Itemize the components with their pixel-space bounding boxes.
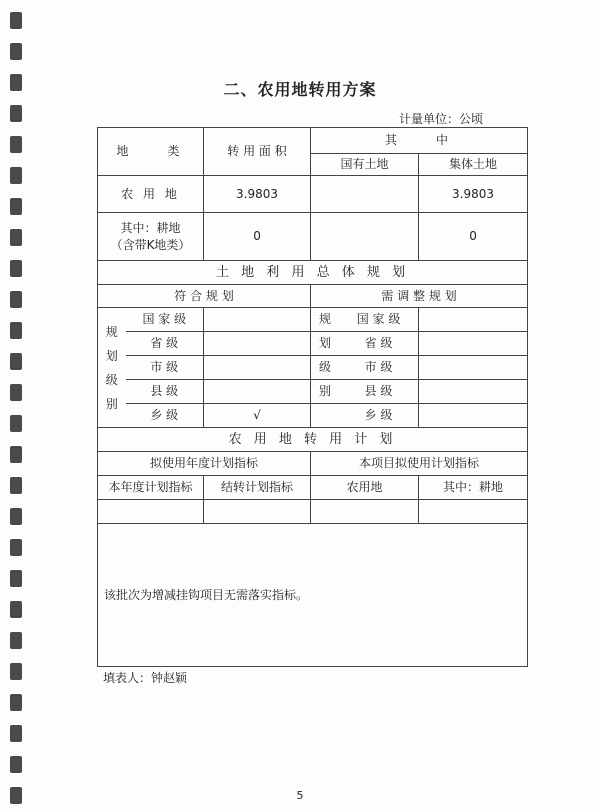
row-arable-label-line1: 其中：耕地	[120, 221, 181, 236]
row-arable-label	[98, 213, 204, 261]
binding-ring	[10, 725, 22, 742]
adjust-mark-township	[419, 404, 528, 428]
adjust-mark-provincial	[419, 332, 528, 356]
compliant-mark-city	[204, 356, 311, 380]
level-provincial: 省 级	[126, 332, 204, 356]
note-text: 该批次为增减挂钩项目无需落实指标。	[104, 587, 309, 602]
vlabel-char: 级	[105, 372, 118, 387]
compliant-mark-provincial	[204, 332, 311, 356]
unit-label: 计量单位：公顷	[399, 112, 484, 126]
binding-ring	[10, 446, 22, 463]
adjust-level-national: 国 家 级	[356, 312, 401, 327]
adjust-vlabel-char: 别	[319, 384, 332, 399]
value-agricultural	[311, 500, 419, 524]
binding-ring	[10, 601, 22, 618]
compliant-mark-township: √	[204, 404, 311, 428]
adjust-level-county: 县 级	[364, 384, 393, 399]
binding-ring	[10, 198, 22, 215]
level-township: 乡 级	[126, 404, 204, 428]
binding-rings	[10, 0, 24, 811]
binding-ring	[10, 756, 22, 773]
header-state-land: 国有土地	[311, 154, 419, 176]
binding-ring	[10, 570, 22, 587]
row-arable-area: 0	[204, 213, 311, 261]
binding-ring	[10, 291, 22, 308]
conversion-plan-table	[97, 127, 528, 667]
col-carryover: 结转计划指标	[204, 476, 311, 500]
binding-ring	[10, 43, 22, 60]
col-this-year: 本年度计划指标	[98, 476, 204, 500]
adjust-level-cell	[311, 332, 419, 356]
adjust-plan-header: 需 调 整 规 划	[311, 285, 528, 308]
adjust-level-cell	[311, 308, 419, 332]
compliant-mark-county	[204, 380, 311, 404]
binding-ring	[10, 322, 22, 339]
binding-ring	[10, 694, 22, 711]
row-arable-collective: 0	[419, 213, 528, 261]
adjust-vlabel-char: 划	[319, 336, 332, 351]
binding-ring	[10, 136, 22, 153]
adjust-level-cell	[311, 404, 419, 428]
compliant-level-label	[98, 308, 126, 428]
vlabel-char: 规	[105, 324, 118, 339]
adjust-vlabel-char: 规	[319, 312, 332, 327]
binding-ring	[10, 384, 22, 401]
conversion-plan-section-title: 农 用 地 转 用 计 划	[98, 428, 528, 452]
binding-ring	[10, 539, 22, 556]
row-agricultural-state	[311, 176, 419, 213]
adjust-level-cell	[311, 356, 419, 380]
vlabel-char: 别	[105, 396, 118, 411]
row-arable-state	[311, 213, 419, 261]
note-cell	[98, 524, 528, 667]
page-number: 5	[296, 789, 304, 802]
header-category: 地 类	[98, 128, 204, 176]
filler-name: 填表人：钟赵颖	[103, 671, 188, 685]
row-arable-label-line2: （含带K地类）	[110, 237, 191, 252]
binding-ring	[10, 663, 22, 680]
binding-ring	[10, 508, 22, 525]
adjust-mark-county	[419, 380, 528, 404]
adjust-level-cell	[311, 380, 419, 404]
adjust-level-provincial: 省 级	[364, 336, 393, 351]
level-county: 县 级	[126, 380, 204, 404]
row-agricultural-collective: 3.9803	[419, 176, 528, 213]
header-collective-land: 集体土地	[419, 154, 528, 176]
level-national: 国 家 级	[126, 308, 204, 332]
binding-ring	[10, 632, 22, 649]
adjust-mark-national	[419, 308, 528, 332]
binding-ring	[10, 477, 22, 494]
row-agricultural-area: 3.9803	[204, 176, 311, 213]
project-quota-header: 本项目拟使用计划指标	[311, 452, 528, 476]
level-city: 市 级	[126, 356, 204, 380]
master-plan-section-title: 土 地 利 用 总 体 规 划	[98, 261, 528, 285]
adjust-mark-city	[419, 356, 528, 380]
adjust-level-township: 乡 级	[364, 408, 393, 423]
value-this-year	[98, 500, 204, 524]
col-agricultural: 农用地	[311, 476, 419, 500]
compliant-mark-national	[204, 308, 311, 332]
value-carryover	[204, 500, 311, 524]
col-arable: 其中：耕地	[419, 476, 528, 500]
binding-ring	[10, 415, 22, 432]
binding-ring	[10, 260, 22, 277]
vlabel-char: 划	[105, 348, 118, 363]
value-arable	[419, 500, 528, 524]
binding-ring	[10, 12, 22, 29]
annual-quota-header: 拟使用年度计划指标	[98, 452, 311, 476]
header-of-which: 其 中	[311, 128, 528, 154]
adjust-level-city: 市 级	[364, 360, 393, 375]
row-agricultural-label: 农 用 地	[98, 176, 204, 213]
binding-ring	[10, 353, 22, 370]
binding-ring	[10, 167, 22, 184]
adjust-vlabel-char: 级	[319, 360, 332, 375]
binding-ring	[10, 105, 22, 122]
compliant-plan-header: 符 合 规 划	[98, 285, 311, 308]
binding-ring	[10, 229, 22, 246]
header-area: 转 用 面 积	[204, 128, 311, 176]
page-title: 二、农用地转用方案	[223, 80, 377, 99]
